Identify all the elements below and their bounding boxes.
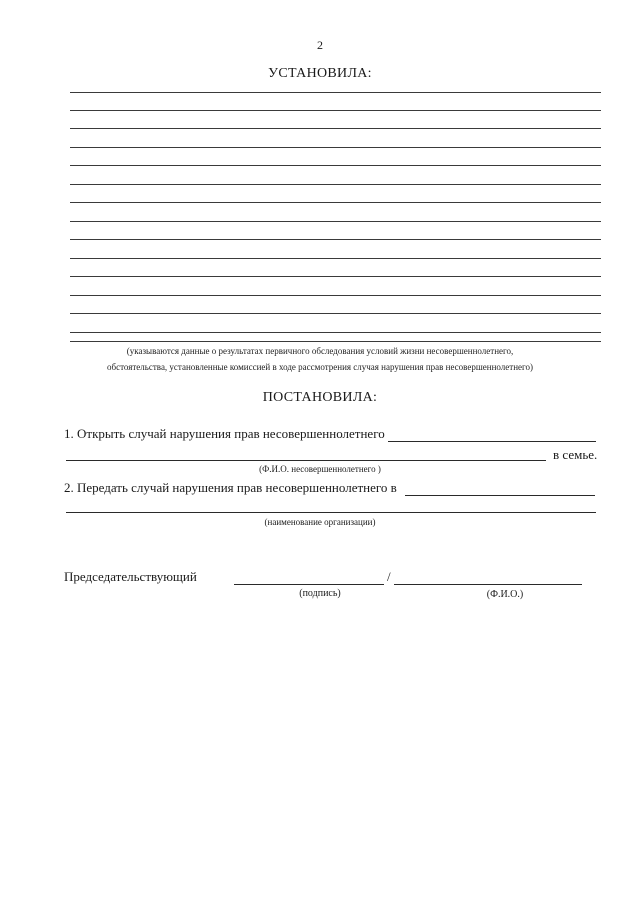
item2-text: 2. Передать случай нарушения прав несовершеннолетнего в (64, 480, 397, 495)
item2-fill-line (405, 495, 595, 496)
item2-caption: (наименование организации) (264, 517, 376, 527)
item1-suffix: в семье. (553, 447, 598, 462)
established-caption-line1: (указываются данные о результатах первичного обследования условий жизни несовершеннолетнего, (126, 346, 514, 356)
chairperson-label: Председательствующий (64, 569, 197, 584)
ruled-line (70, 276, 601, 277)
ruled-line (70, 128, 601, 129)
ruled-line (70, 147, 601, 148)
signature-caption: (подпись) (299, 588, 341, 599)
ruled-line (70, 313, 601, 314)
item1-name-line (66, 460, 546, 461)
item1-fill-line (388, 441, 596, 442)
heading-established: УСТАНОВИЛА: (268, 66, 372, 81)
heading-resolved: ПОСТАНОВИЛА: (262, 390, 378, 405)
item1-text: 1. Открыть случай нарушения прав несовершеннолетнего (64, 426, 385, 441)
page-number: 2 (317, 38, 323, 52)
ruled-line (70, 332, 601, 333)
ruled-line (70, 165, 601, 166)
ruled-line (70, 295, 601, 296)
signature-slash: / (387, 569, 391, 584)
established-caption-line2: обстоятельства, установленные комиссией в ходе рассмотрения случая нарушения прав несовершеннолетнего) (107, 362, 533, 372)
ruled-line (70, 221, 601, 222)
blank-ruled-lines (70, 92, 601, 342)
ruled-line (70, 341, 601, 342)
ruled-line (70, 258, 601, 259)
ruled-line (70, 239, 601, 240)
ruled-line (70, 202, 601, 203)
item1-caption: (Ф.И.О. несовершеннолетнего ) (259, 464, 381, 474)
fio-caption: (Ф.И.О.) (486, 589, 524, 600)
signature-line (234, 584, 384, 585)
item2-org-line (66, 512, 596, 513)
ruled-line (70, 92, 601, 93)
fio-line (394, 584, 582, 585)
ruled-line (70, 184, 601, 185)
ruled-line (70, 110, 601, 111)
